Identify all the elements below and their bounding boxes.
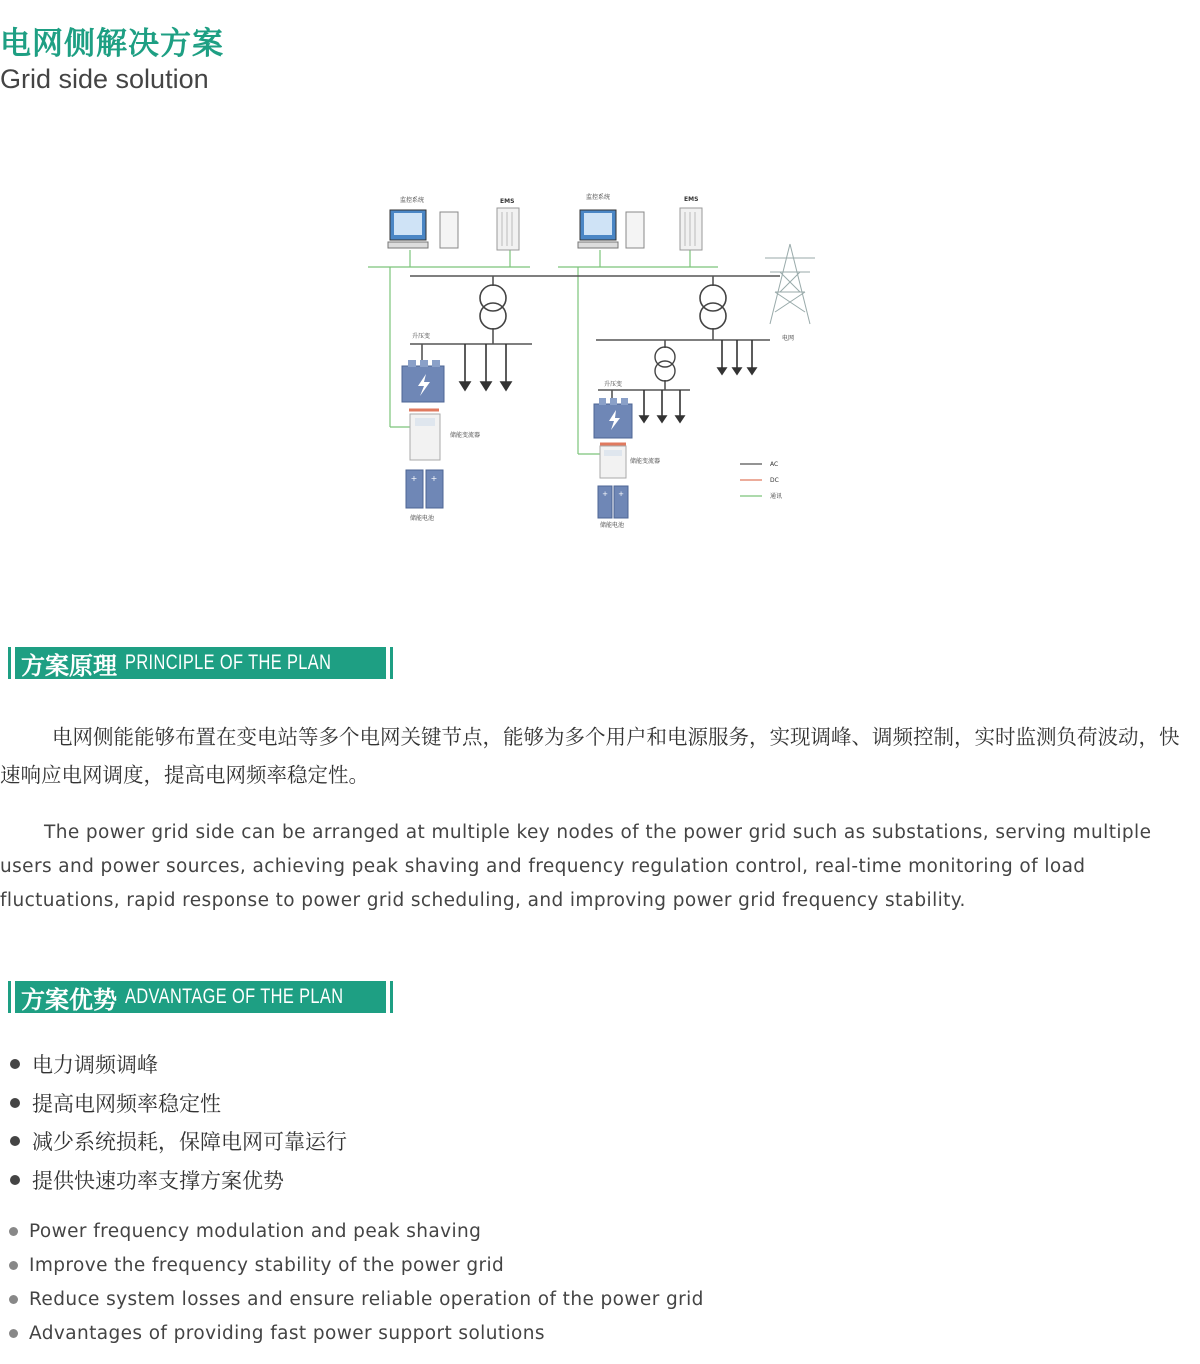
bullet-dot-icon	[10, 1175, 20, 1185]
list-item	[0, 1214, 704, 1248]
heading-box	[15, 981, 386, 1013]
heading-bar	[8, 981, 11, 1013]
monitor-system-label: 监控系统	[586, 194, 611, 201]
transmission-tower-icon	[765, 244, 815, 324]
advantage-section-heading	[8, 980, 393, 1014]
list-item	[0, 1045, 347, 1084]
svg-text:+: +	[618, 490, 624, 498]
bullet-dot-icon	[10, 1136, 20, 1146]
list-item-text: 提供快速功率支撑方案优势	[32, 1168, 284, 1193]
principle-text-en: The power grid side can be arranged at multiple key nodes of the power grid such as substations, serving multiple users and power sources, achieving peak shaving and frequency regulation control, real-time monitoring of load fluctuations, rapid response to power grid scheduling, and improving power grid frequency stability.	[0, 822, 1152, 911]
svg-text:+: +	[410, 474, 418, 483]
list-item	[0, 1161, 347, 1200]
bullet-dot-icon	[9, 1295, 18, 1304]
bullet-dot-icon	[9, 1261, 18, 1270]
principle-section-heading	[8, 646, 393, 680]
pcs-label: 储能变流器	[450, 432, 481, 439]
transformer-icon	[655, 347, 675, 381]
ems-cabinet-icon	[680, 208, 702, 250]
load-arrows-left	[460, 344, 511, 390]
grid-side-system-diagram	[360, 182, 830, 547]
list-item	[0, 1282, 704, 1316]
transformer-icon	[700, 285, 726, 329]
grid-label: 电网	[782, 335, 795, 342]
heading-bar	[8, 647, 11, 679]
heading-en: ADVANTAGE OF THE PLAN	[125, 985, 344, 1008]
battery-label: 储能电池	[410, 515, 435, 522]
list-item	[0, 1084, 347, 1123]
advantage-list-zh	[0, 1045, 347, 1199]
ems-cabinet-icon	[497, 208, 519, 250]
step-up-label: 升压变	[412, 333, 431, 340]
page-subtitle: Grid side solution	[0, 64, 209, 94]
heading-zh: 方案优势	[21, 985, 117, 1014]
advantage-list-en	[0, 1214, 704, 1350]
principle-text-zh: 电网侧能能够布置在变电站等多个电网关键节点，能够为多个用户和电源服务，实现调峰、调频控制，实时监测负荷波动，快速响应电网调度，提高电网频率稳定性。	[0, 725, 1180, 787]
heading-bar	[390, 981, 393, 1013]
diagram-legend	[740, 461, 782, 500]
list-item-text: 提高电网频率稳定性	[32, 1091, 221, 1116]
list-item	[0, 1316, 704, 1350]
battery-icon	[406, 470, 443, 508]
bullet-dot-icon	[9, 1227, 18, 1236]
legend-dc-label: DC	[770, 477, 779, 484]
computer-icon	[578, 210, 644, 248]
legend-ac-label: AC	[770, 461, 779, 468]
heading-bar	[390, 647, 393, 679]
svg-text:+: +	[430, 474, 438, 483]
heading-zh: 方案原理	[21, 651, 117, 680]
battery-label: 储能电池	[600, 522, 625, 529]
bullet-dot-icon	[10, 1059, 20, 1069]
pcs-cabinet-icon	[410, 414, 440, 460]
battery-icon	[598, 486, 628, 518]
ems-label: EMS	[500, 198, 515, 205]
legend-comm-label: 通讯	[770, 493, 783, 500]
step-up-transformer-block-icon	[402, 360, 444, 402]
ems-label: EMS	[684, 196, 699, 203]
list-item-text: Improve the frequency stability of the power grid	[29, 1254, 505, 1276]
load-arrows-right-bottom	[640, 390, 684, 422]
transformer-icon	[480, 285, 506, 329]
heading-box	[15, 647, 386, 679]
bullet-dot-icon	[9, 1329, 18, 1338]
heading-en: PRINCIPLE OF THE PLAN	[125, 651, 332, 674]
svg-text:+: +	[602, 490, 608, 498]
list-item-text: Power frequency modulation and peak shaving	[29, 1220, 482, 1242]
list-item-text: 电力调频调峰	[32, 1053, 158, 1078]
step-up-label: 升压变	[604, 381, 623, 388]
bullet-dot-icon	[10, 1098, 20, 1108]
list-item-text: Reduce system losses and ensure reliable operation of the power grid	[29, 1288, 704, 1310]
monitor-system-label: 监控系统	[400, 197, 425, 204]
page-title: 电网侧解决方案	[0, 26, 224, 62]
step-up-transformer-block-icon	[594, 398, 632, 438]
list-item	[0, 1122, 347, 1161]
list-item	[0, 1248, 704, 1282]
pcs-cabinet-icon	[600, 446, 626, 478]
computer-icon	[388, 210, 458, 248]
pcs-label: 储能变流器	[630, 458, 661, 465]
list-item-text: 减少系统损耗，保障电网可靠运行	[32, 1130, 347, 1155]
list-item-text: Advantages of providing fast power support solutions	[29, 1322, 545, 1344]
load-arrows-right-top	[718, 340, 756, 374]
